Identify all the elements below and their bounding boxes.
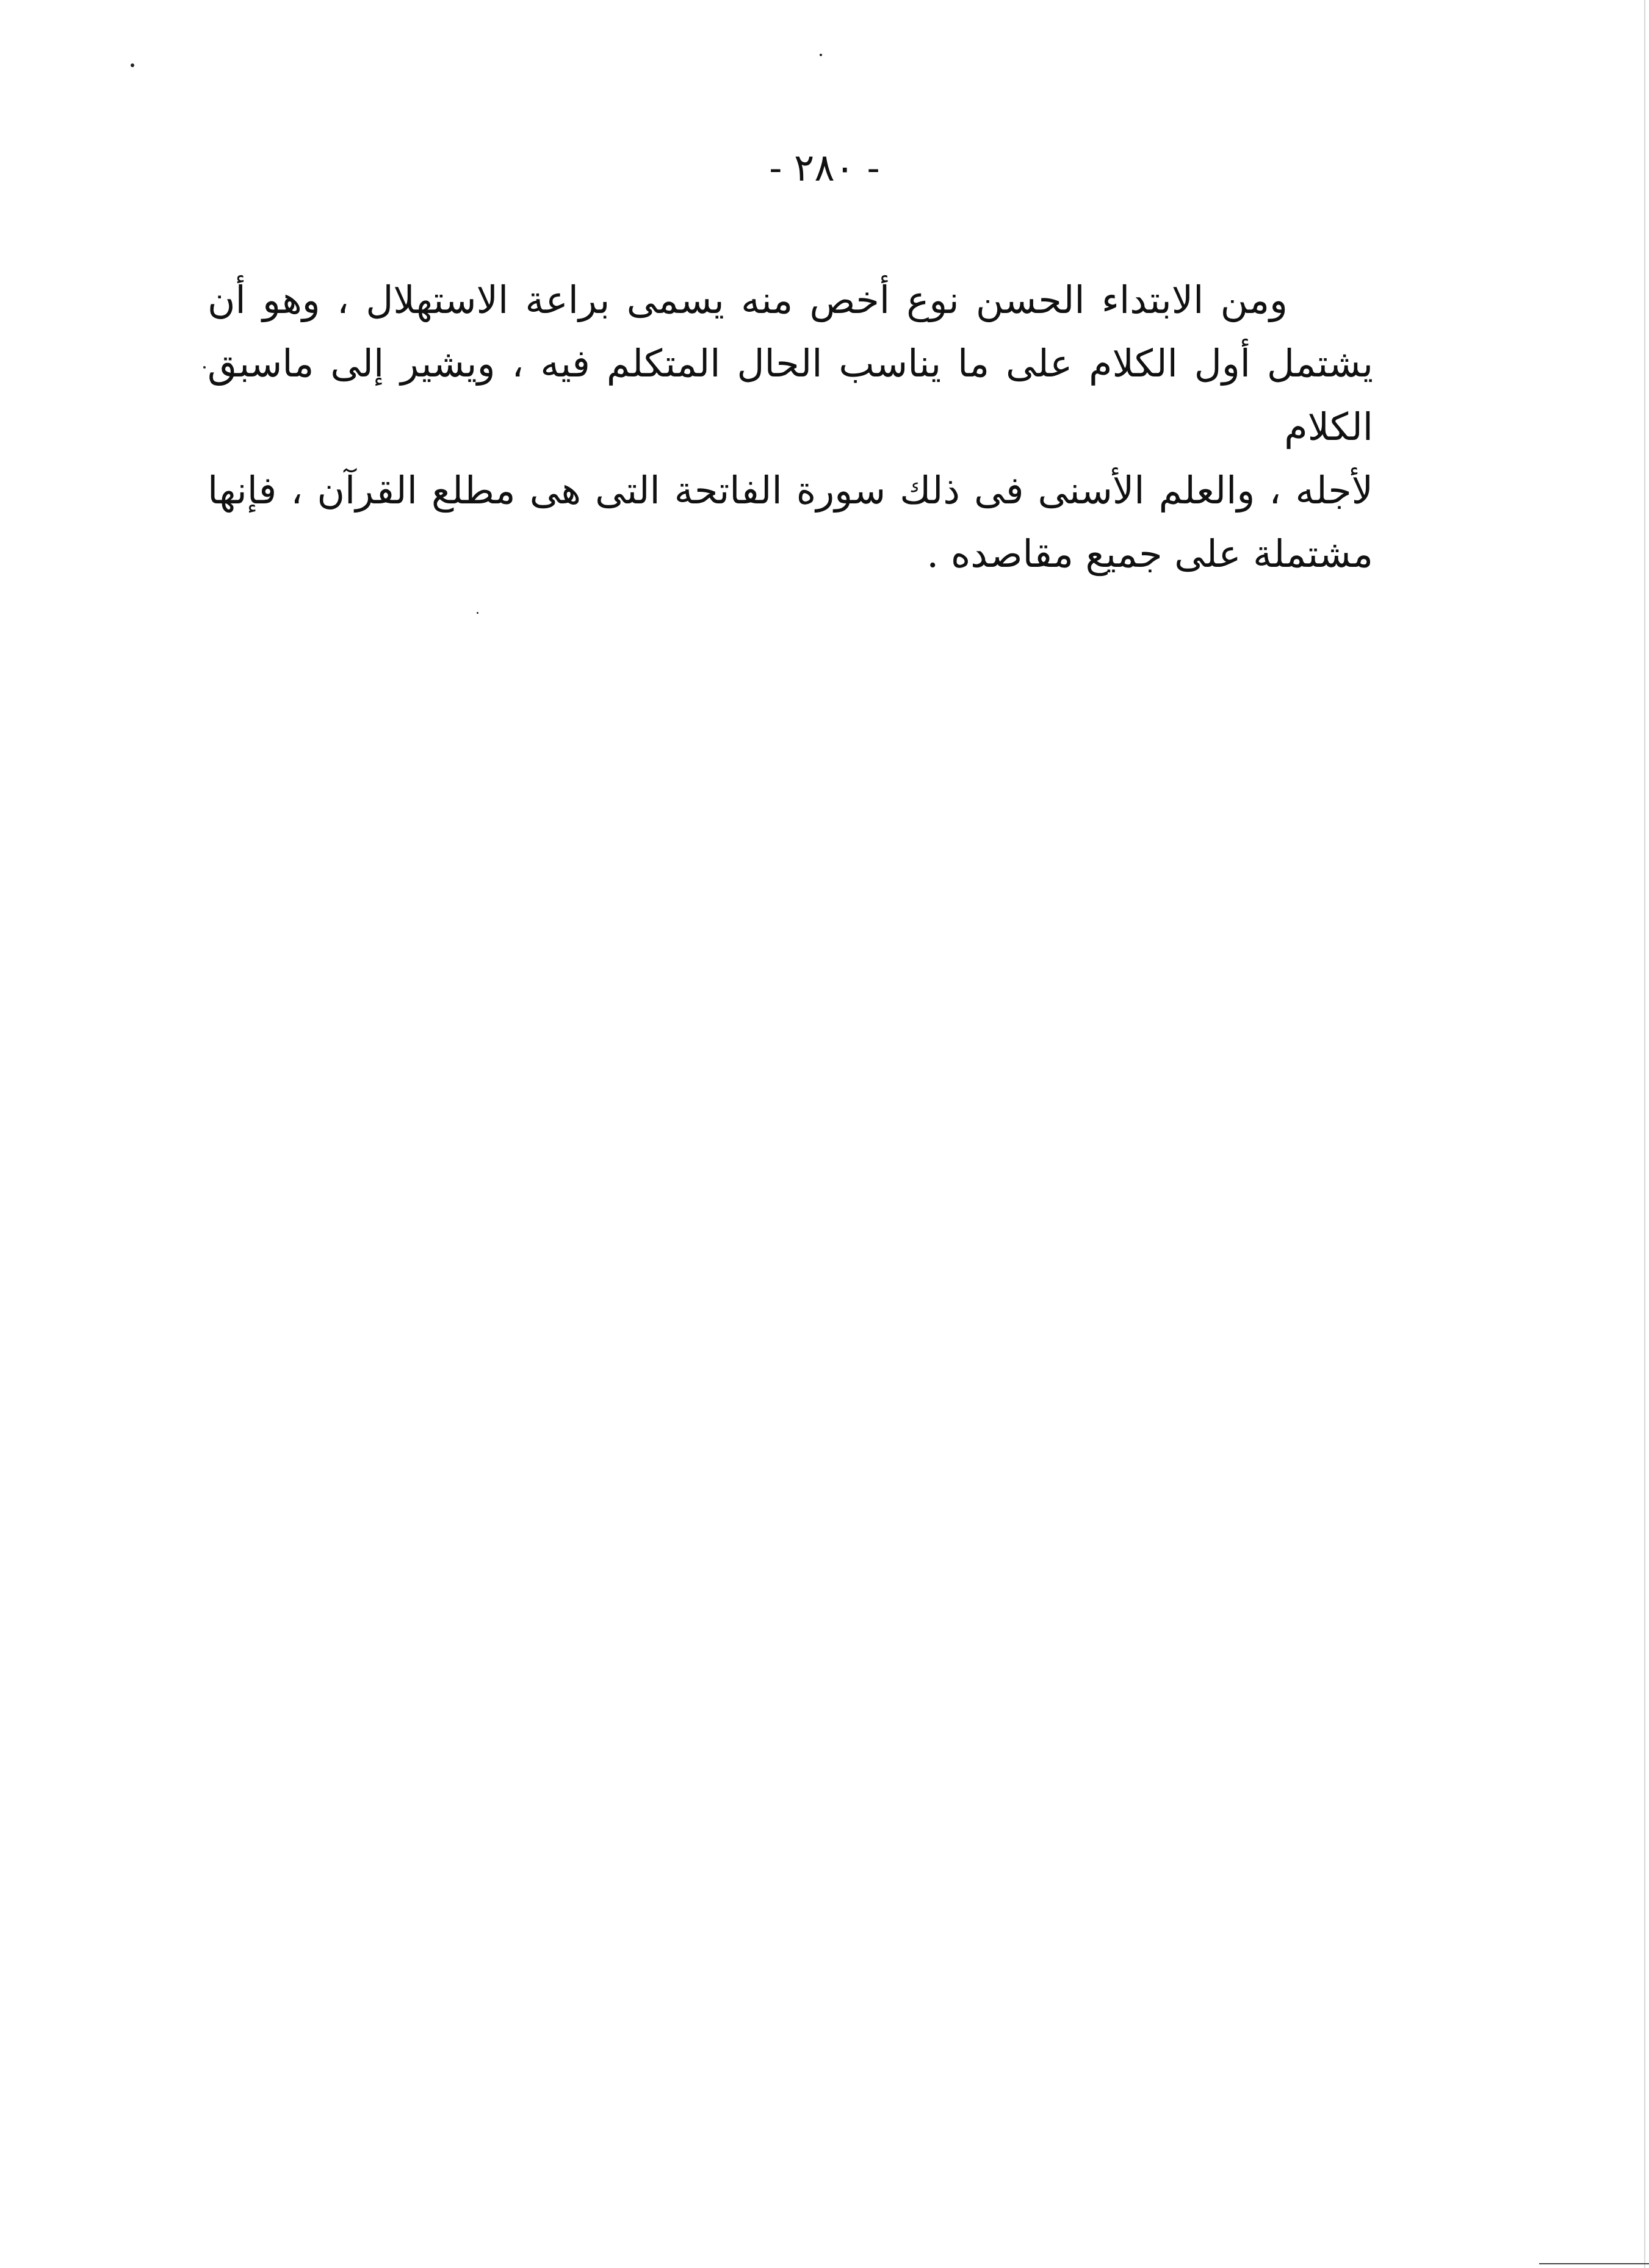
scan-edge-line bbox=[1644, 0, 1645, 2268]
scan-speck bbox=[131, 63, 134, 67]
scan-edge-line bbox=[1539, 2263, 1649, 2264]
page-number: - ٢٨٠ - bbox=[769, 145, 880, 190]
scan-speck bbox=[820, 54, 822, 56]
scan-speck bbox=[203, 366, 206, 369]
paragraph-line: مشتملة على جميع مقاصده . bbox=[926, 531, 1373, 576]
paragraph-line: يشتمل أول الكلام على ما يناسب الحال المتكلم فيه ، ويشير إلى ماسبق الكلام bbox=[207, 341, 1373, 449]
scan-speck bbox=[477, 612, 478, 614]
paragraph-line: ومن الابتداء الحسن نوع أخص منه يسمى براعة الاستهلال ، وهو أن bbox=[207, 278, 1288, 322]
paragraph-line: لأجله ، والعلم الأسنى فى ذلك سورة الفاتحة التى هى مطلع القرآن ، فإنها bbox=[207, 468, 1373, 513]
body-paragraph bbox=[207, 268, 1373, 586]
